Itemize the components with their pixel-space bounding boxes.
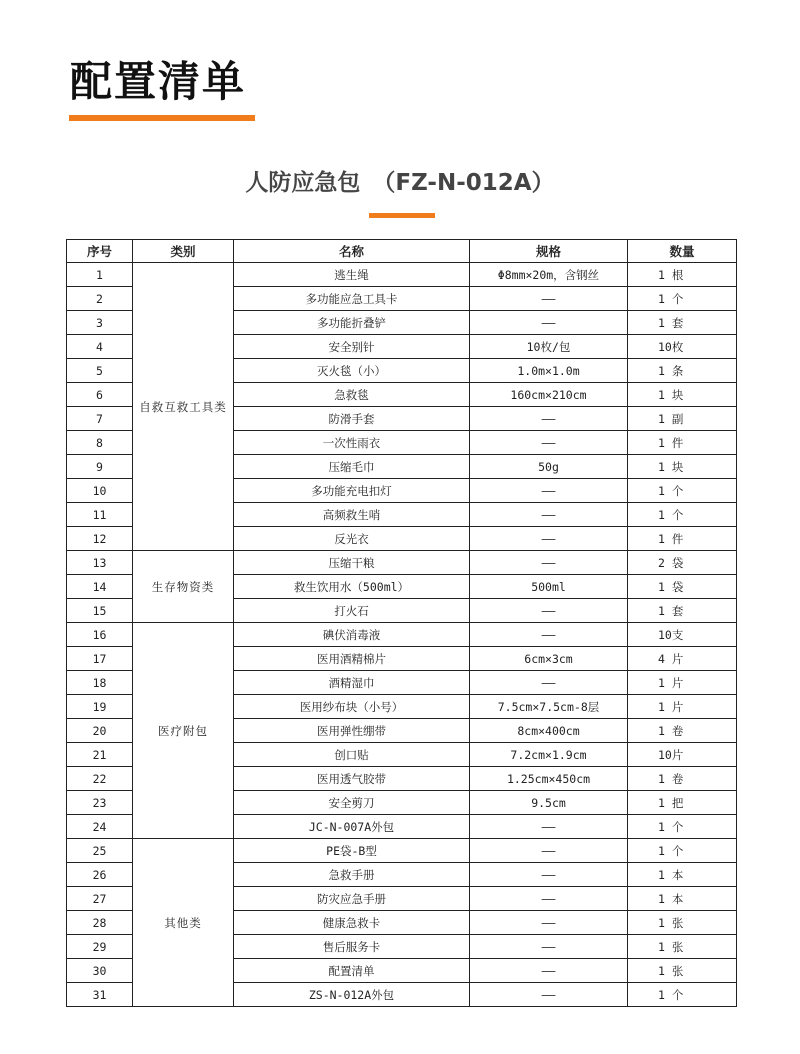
item-quantity: 1 件 [628,527,737,551]
item-quantity: 1 个 [628,503,737,527]
item-quantity: 1 卷 [628,719,737,743]
row-number: 8 [67,431,133,455]
row-number: 20 [67,719,133,743]
row-number: 19 [67,695,133,719]
item-name: 健康急救卡 [234,911,470,935]
item-name: 安全别针 [234,335,470,359]
item-spec: 8cm×400cm [470,719,628,743]
row-number: 22 [67,767,133,791]
column-header-name: 名称 [234,240,470,263]
row-number: 6 [67,383,133,407]
item-quantity: 1 条 [628,359,737,383]
item-quantity: 1 个 [628,815,737,839]
item-spec: —— [470,959,628,983]
item-spec: —— [470,551,628,575]
item-quantity: 1 把 [628,791,737,815]
item-quantity: 10支 [628,623,737,647]
category-cell: 自救互救工具类 [133,263,234,551]
item-spec: 50g [470,455,628,479]
item-name: 急救毯 [234,383,470,407]
column-header-spec: 规格 [470,240,628,263]
row-number: 1 [67,263,133,287]
row-number: 21 [67,743,133,767]
item-spec: —— [470,287,628,311]
item-name: 打火石 [234,599,470,623]
row-number: 14 [67,575,133,599]
page-title: 配置清单 [70,57,247,106]
item-name: 一次性雨衣 [234,431,470,455]
item-name: 配置清单 [234,959,470,983]
item-quantity: 1 件 [628,431,737,455]
item-name: 急救手册 [234,863,470,887]
row-number: 26 [67,863,133,887]
row-number: 11 [67,503,133,527]
row-number: 16 [67,623,133,647]
item-quantity: 1 个 [628,983,737,1007]
item-spec: —— [470,527,628,551]
item-spec: —— [470,887,628,911]
table-body [67,263,737,1007]
product-subtitle [0,165,800,201]
row-number: 4 [67,335,133,359]
item-spec: 1.25cm×450cm [470,767,628,791]
item-name: 创口贴 [234,743,470,767]
item-spec: —— [470,623,628,647]
row-number: 10 [67,479,133,503]
item-spec: —— [470,407,628,431]
item-spec: 10枚/包 [470,335,628,359]
row-number: 3 [67,311,133,335]
item-name: 售后服务卡 [234,935,470,959]
row-number: 27 [67,887,133,911]
configuration-table [66,239,737,1007]
item-name: 医用弹性绷带 [234,719,470,743]
item-quantity: 1 片 [628,671,737,695]
product-code: （FZ-N-012A） [372,170,555,196]
item-spec: —— [470,431,628,455]
item-name: ZS-N-012A外包 [234,983,470,1007]
item-quantity: 1 卷 [628,767,737,791]
item-quantity: 10片 [628,743,737,767]
item-name: 多功能折叠铲 [234,311,470,335]
item-name: 酒精湿巾 [234,671,470,695]
row-number: 31 [67,983,133,1007]
column-header-category: 类别 [133,240,234,263]
row-number: 17 [67,647,133,671]
row-number: 25 [67,839,133,863]
row-number: 30 [67,959,133,983]
item-quantity: 1 个 [628,287,737,311]
item-spec: 6cm×3cm [470,647,628,671]
row-number: 24 [67,815,133,839]
item-quantity: 1 套 [628,599,737,623]
item-spec: Φ8mm×20m，含钢丝 [470,263,628,287]
item-name: 防滑手套 [234,407,470,431]
item-name: PE袋-B型 [234,839,470,863]
item-spec: —— [470,863,628,887]
item-name: 反光衣 [234,527,470,551]
item-name: 压缩毛巾 [234,455,470,479]
item-name: 安全剪刀 [234,791,470,815]
item-quantity: 1 张 [628,935,737,959]
row-number: 23 [67,791,133,815]
item-name: 多功能应急工具卡 [234,287,470,311]
table-row [67,839,737,863]
table-row [67,551,737,575]
item-quantity: 10枚 [628,335,737,359]
row-number: 13 [67,551,133,575]
item-spec: 1.0m×1.0m [470,359,628,383]
item-quantity: 1 本 [628,887,737,911]
title-underline [69,115,255,121]
item-spec: 7.2cm×1.9cm [470,743,628,767]
item-name: 救生饮用水（500ml） [234,575,470,599]
item-spec: 9.5cm [470,791,628,815]
table-row [67,263,737,287]
row-number: 15 [67,599,133,623]
item-name: 高频救生哨 [234,503,470,527]
item-name: JC-N-007A外包 [234,815,470,839]
item-quantity: 2 袋 [628,551,737,575]
item-name: 逃生绳 [234,263,470,287]
category-cell: 医疗附包 [133,623,234,839]
category-cell: 生存物资类 [133,551,234,623]
item-name: 医用酒精棉片 [234,647,470,671]
item-spec: 160cm×210cm [470,383,628,407]
item-spec: —— [470,935,628,959]
item-spec: —— [470,503,628,527]
item-name: 医用纱布块（小号） [234,695,470,719]
table-row [67,623,737,647]
item-quantity: 1 个 [628,479,737,503]
item-name: 防灾应急手册 [234,887,470,911]
row-number: 7 [67,407,133,431]
item-spec: 500ml [470,575,628,599]
item-quantity: 1 套 [628,311,737,335]
item-quantity: 1 副 [628,407,737,431]
column-header-no: 序号 [67,240,133,263]
item-quantity: 1 块 [628,455,737,479]
item-quantity: 1 袋 [628,575,737,599]
row-number: 29 [67,935,133,959]
item-name: 压缩干粮 [234,551,470,575]
item-quantity: 1 块 [628,383,737,407]
item-spec: —— [470,311,628,335]
item-quantity: 1 片 [628,695,737,719]
item-spec: —— [470,911,628,935]
row-number: 2 [67,287,133,311]
item-spec: 7.5cm×7.5cm-8层 [470,695,628,719]
row-number: 18 [67,671,133,695]
item-quantity: 1 根 [628,263,737,287]
item-quantity: 1 本 [628,863,737,887]
table-header-row [67,240,737,263]
item-name: 碘伏消毒液 [234,623,470,647]
item-spec: —— [470,599,628,623]
row-number: 5 [67,359,133,383]
category-cell: 其他类 [133,839,234,1007]
subtitle-underline [369,213,435,218]
item-quantity: 1 张 [628,959,737,983]
item-name: 灭火毯（小） [234,359,470,383]
row-number: 9 [67,455,133,479]
item-name: 医用透气胶带 [234,767,470,791]
product-name: 人防应急包 [245,170,361,196]
item-spec: —— [470,815,628,839]
item-quantity: 1 个 [628,839,737,863]
row-number: 12 [67,527,133,551]
item-spec: —— [470,671,628,695]
column-header-quantity: 数量 [628,240,737,263]
item-spec: —— [470,479,628,503]
item-spec: —— [470,983,628,1007]
item-name: 多功能充电扣灯 [234,479,470,503]
row-number: 28 [67,911,133,935]
item-spec: —— [470,839,628,863]
item-quantity: 4 片 [628,647,737,671]
item-quantity: 1 张 [628,911,737,935]
